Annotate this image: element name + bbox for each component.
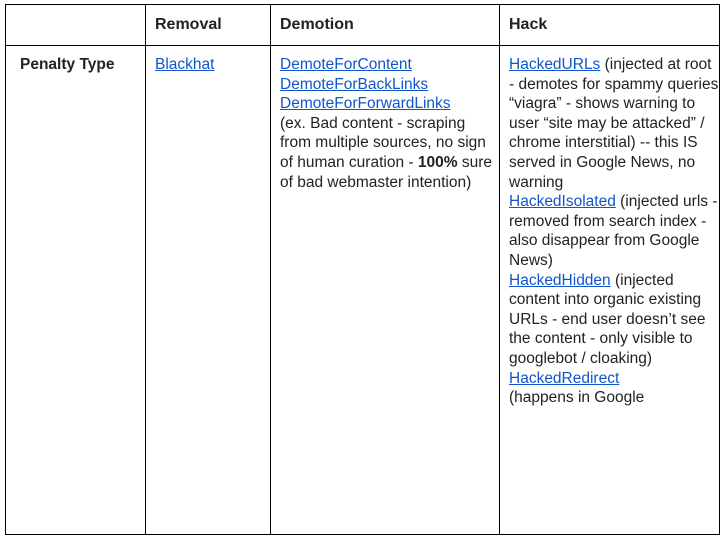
header-demotion: Demotion xyxy=(280,16,354,33)
header-cell-removal xyxy=(146,5,271,46)
link-demote-for-forwardlinks[interactable]: DemoteForForwardLinks xyxy=(280,95,451,113)
header-row xyxy=(6,5,720,46)
row-label-cell xyxy=(6,46,146,535)
link-hacked-hidden[interactable]: HackedHidden xyxy=(509,271,611,289)
hack-entry: HackedIsolated (injected urls - removed from search index - also disappear from Google News) xyxy=(509,193,718,269)
link-hacked-redirect[interactable]: HackedRedirect xyxy=(509,369,620,387)
demotion-cell xyxy=(271,46,500,535)
header-cell-hack xyxy=(500,5,720,46)
hack-cell xyxy=(500,46,720,535)
header-cell-demotion xyxy=(271,5,500,46)
hack-entry: HackedURLs (injected at root - demotes for spammy queries “viagra” - shows warning to user “site may be attacked” / chrome interstitial) -- this IS served in Google News, no warning xyxy=(509,56,719,191)
penalty-table xyxy=(5,4,720,535)
link-demote-for-content[interactable]: DemoteForContent xyxy=(280,56,412,73)
row-label: Penalty Type xyxy=(20,56,115,73)
header-hack: Hack xyxy=(509,16,548,33)
header-removal: Removal xyxy=(155,16,222,33)
link-blackhat[interactable]: Blackhat xyxy=(155,56,215,73)
link-hacked-isolated[interactable]: HackedIsolated xyxy=(509,193,616,211)
link-hacked-urls[interactable]: HackedURLs xyxy=(509,56,601,73)
table-row xyxy=(6,46,720,535)
demotion-note: (ex. Bad content - scraping from multiple sources, no sign of human curation - 100% sure of bad webmaster intention) xyxy=(280,114,492,191)
link-demote-for-backlinks[interactable]: DemoteForBackLinks xyxy=(280,75,429,93)
hack-entry: HackedHidden (injected content into organic existing URLs - end user doesn’t see the content - only visible to googlebot / cloaking) xyxy=(509,271,706,367)
header-cell-empty xyxy=(6,5,146,46)
hack-entry: HackedRedirect (happens in Google xyxy=(509,369,719,408)
removal-cell xyxy=(146,46,271,535)
